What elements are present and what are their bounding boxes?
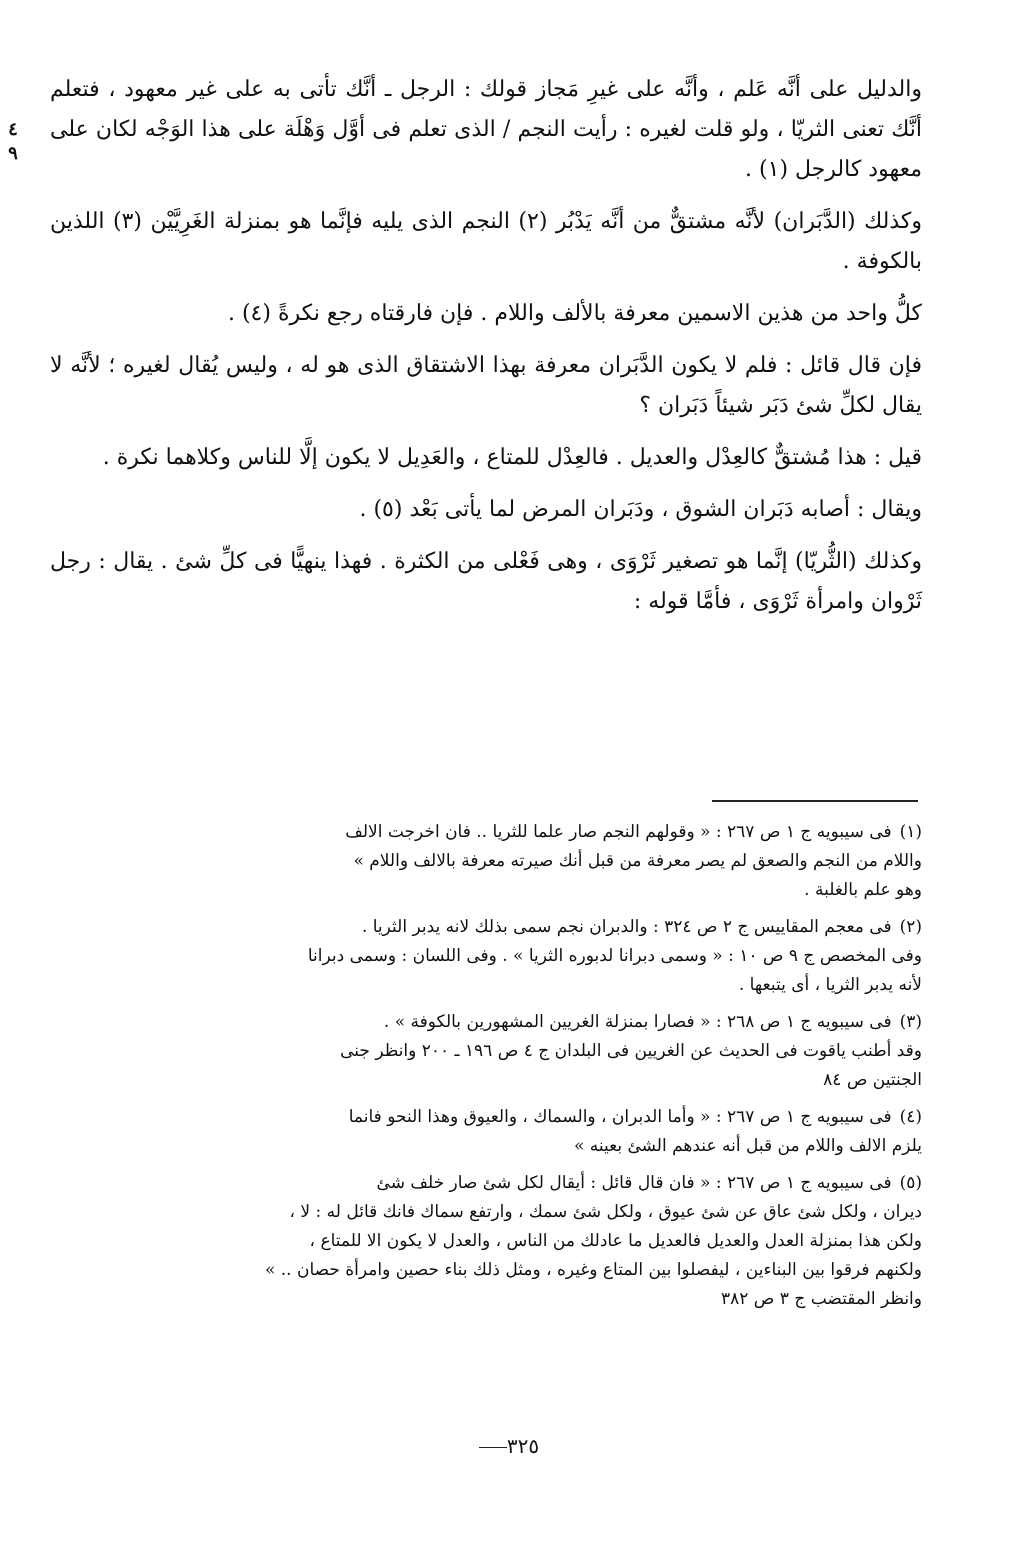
- footnote-line: فى سيبويه ج ١ ص ٢٦٨ : « فصارا بمنزلة الغريين المشهورين بالكوفة » .: [383, 1012, 892, 1032]
- paragraph: وكذلك (الثُّريّا) إنَّما هو تصغير ثَرْوَى ، وهى فَعْلى من الكثرة . فهذا ينهيًّا فى كلِّ شئ . يقال : رجل ثَرْوان وامرأة ثَرْوَى ، فأمَّا قوله :: [50, 549, 922, 614]
- footnote-line: وقد أطنب ياقوت فى الحديث عن الغريين فى البلدان ج ٤ ص ١٩٦ ـ ٢٠٠ وانظر جنى: [340, 1041, 922, 1061]
- paragraph: قيل : هذا مُشتقٌّ كالعِدْل والعديل . فالعِدْل للمتاع ، والعَدِيل لا يكون إلَّا للناس وكلاهما نكرة .: [102, 445, 922, 470]
- footnote-number: (٤): [899, 1107, 922, 1127]
- footnote-line: ديران ، ولكل شئ عاق عن شئ عيوق ، ولكل شئ سمك ، وارتفع سماك فانك قائل له : لا ،: [289, 1202, 922, 1222]
- footnote: [50, 913, 922, 1000]
- footnote-separator: [712, 800, 918, 802]
- footnote-line: وهو علم بالغلبة .: [804, 880, 922, 900]
- footnote: [50, 1169, 922, 1314]
- footnote-line: ولكنهم فرقوا بين البناءين ، ليفصلوا بين المتاع وغيره ، ومثل ذلك بناء حصين وامرأة حصان .. »: [264, 1260, 922, 1280]
- footnote-line: وفى المخصص ج ٩ ص ١٠ : « وسمى دبرانا لدبوره الثريا » . وفى اللسان : وسمى دبرانا: [307, 946, 922, 966]
- page-number-value: ٣٢٥: [506, 1434, 540, 1458]
- footnote-number: (٢): [899, 917, 922, 937]
- footnote: [50, 1103, 922, 1161]
- paragraph: والدليل على أنَّه عَلم ، وأنَّه على غيرِ مَجاز قولك : الرجل ـ أنَّك تأتى به على غير معهود ، فتعلم أنَّك تعنى الثريّا ، ولو قلت لغيره : رأيت النجم / الذى تعلم فى أوَّل وَهْلَة على هذا الوَجْه لكان على معهود كالرجل (١) .: [50, 77, 922, 182]
- paragraph: وكذلك (الدَّبَران) لأنَّه مشتقٌّ من أنَّه يَدْبُر (٢) النجم الذى يليه فإنَّما هو بمنزلة الغَرِيَّيْن (٣) اللذين بالكوفة .: [50, 209, 922, 274]
- paragraph: فإن قال قائل : فلم لا يكون الدَّبَران معرفة بهذا الاشتقاق الذى هو له ، وليس يُقال لغيره ؛ لأنَّه لا يقال لكلِّ شئ دَبَر شيئاً دَبَران ؟: [50, 353, 922, 418]
- footnote-line: فى سيبويه ج ١ ص ٢٦٧ : « وأما الدبران ، والسماك ، والعيوق وهذا النحو فانما: [348, 1107, 892, 1127]
- paragraph: كلُّ واحد من هذين الاسمين معرفة بالألف واللام . فإن فارقتاه رجع نكرةً (٤) .: [227, 301, 922, 326]
- paragraph: ويقال : أصابه دَبَران الشوق ، ودَبَران المرض لما يأتى بَعْد (٥) .: [359, 497, 922, 522]
- footnote: [50, 1008, 922, 1095]
- footnote-line: لأنه يدبر الثريا ، أى يتبعها .: [738, 975, 922, 995]
- footnote-line: وانظر المقتضب ج ٣ ص ٣٨٢: [721, 1289, 922, 1309]
- footnote-line: فى سيبويه ج ١ ص ٢٦٧ : « فان قال قائل : أيقال لكل شئ صار خلف شئ: [376, 1173, 892, 1193]
- margin-note: ٤ ٩: [8, 119, 18, 164]
- footnote-line: الجنتين ص ٨٤: [823, 1070, 922, 1090]
- page-number: [420, 1434, 590, 1458]
- footnote-number: (١): [899, 822, 922, 842]
- footnote-line: يلزم الالف واللام من قبل أنه عندهم الشئ بعينه »: [573, 1136, 922, 1156]
- footnote-line: فى معجم المقاييس ج ٢ ص ٣٢٤ : والدبران نجم سمى بذلك لانه يدبر الثريا .: [361, 917, 892, 937]
- main-text: [50, 70, 922, 634]
- footnote-number: (٣): [899, 1012, 922, 1032]
- page-number-dash: [479, 1447, 507, 1448]
- footnote-line: فى سيبويه ج ١ ص ٢٦٧ : « وقولهم النجم صار علما للثريا .. فان اخرجت الالف: [345, 822, 892, 842]
- footnote-line: ولكن هذا بمنزلة العدل والعديل فالعديل ما عادلك من الناس ، والعدل لا يكون الا للمتاع ،: [309, 1231, 922, 1251]
- footnote-line: واللام من النجم والصعق لم يصر معرفة من قبل أنك صيرته معرفة بالالف واللام »: [353, 851, 922, 871]
- footnote: [50, 818, 922, 905]
- footnotes: [50, 818, 922, 1322]
- footnote-number: (٥): [899, 1173, 922, 1193]
